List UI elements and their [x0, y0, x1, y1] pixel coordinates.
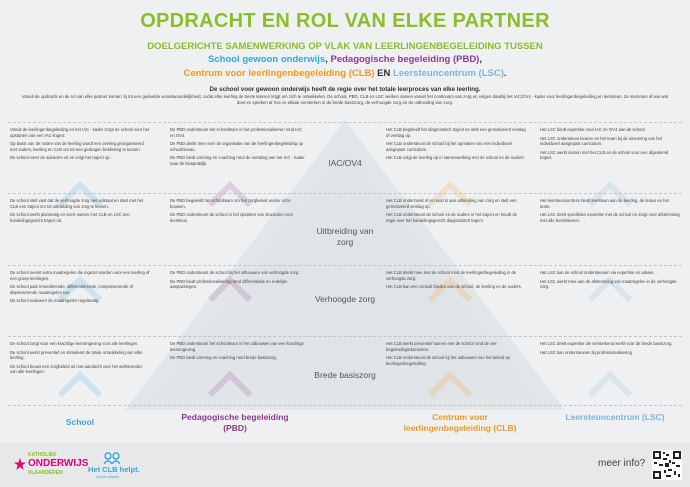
cell-iac-clb — [386, 127, 526, 164]
cell-text: De PBD ondersteunt de school in het opzetten van structuren voor leersteun. — [170, 212, 294, 223]
intro-text: Vanuit de opdracht en de rol van elke partner komen zij tot een gedeelde verantwoordelijkheid, zodat elke leerling de beste kansen krijgt om zich te ontwikkelen. De school, PBD, CLB en LSC werken samen vanuit het continuüm van zorg en volgen daarbij het IAC/OV4 ‑ kader voor leerlingenbegeleiding en leersteun. Ze stemmen af wie wat doet en spreken af hoe ze elkaar versterken in de brede basiszorg, de verhoogde zorg en de uitbreiding van zorg. — [21, 94, 669, 105]
cell-text: Het LSC werkt mee aan de afstemming van maatregelen in de verhoogde zorg. — [540, 278, 677, 290]
cell-text: De PBD biedt vorming en coaching rond de vertaling van het IAC ‑ kader naar de klaspraktijk. — [170, 155, 305, 166]
cell-text: De PBD biedt professionalisering rond differentiatie en redelijke aanpassingen. — [170, 278, 288, 290]
cell-basis-pbd — [170, 341, 305, 364]
column-label-lsc: Leersteuncentrum (LSC) — [565, 412, 665, 422]
cell-text: Het leersteuncentrum biedt leersteun aan de leerling, de leraar en het team. — [540, 198, 669, 209]
cell-text: Het CLB ondersteunt de school en de ouders in het traject en houdt de regie over het handelingsgericht diagnostisch traject. — [386, 212, 518, 223]
cell-uitbreiding-pbd — [170, 198, 305, 226]
clb-people-icon — [102, 452, 126, 464]
cell-text: Het LSC kan ondersteunen bij professionalisering. — [540, 349, 634, 355]
row-divider — [8, 405, 682, 406]
cell-basis-lsc — [540, 341, 680, 358]
partner-separator: , — [479, 54, 482, 65]
qr-code-icon[interactable] — [652, 450, 682, 480]
cell-text: De school neemt extra maatregelen die ingezet worden voor een leerling of een groep leerlingen. — [10, 270, 150, 281]
logo-star-icon — [14, 458, 26, 470]
partners-line-2 — [0, 68, 690, 79]
cell-text: De PBD denkt mee over de organisatie van de leerlingenbegeleiding op schoolniveau. — [170, 141, 303, 152]
partner-separator: EN — [374, 68, 394, 79]
cell-verhoogd-school — [10, 270, 150, 307]
cell-text: Op basis van de noden van de leerling wordt een overleg georganiseerd met ouders, leerling en CLB om tot een gedragen beslissing te komen. — [10, 141, 144, 152]
cell-text: Het CLB ondersteunt de school bij het uitbouwen van het beleid op leerlingenbegeleiding. — [386, 355, 510, 366]
page-title: OPDRACHT EN ROL VAN ELKE PARTNER — [140, 10, 550, 32]
partner-lsc: Leersteuncentrum (LSC) — [393, 68, 504, 79]
cell-iac-school — [10, 127, 150, 164]
katholiek-onderwijs-logo[interactable] — [14, 452, 89, 480]
partner-separator: , — [325, 54, 331, 65]
cell-text: De school stelt vast dat de verhoogde zorg niet volstaat en start met het CLB een traject om tot uitbreiding van zorg te komen. — [10, 198, 144, 209]
cell-text: Het CLB werkt preventief samen met de school rond de vier begeleidingsdomeinen. — [386, 341, 497, 352]
partner-clb: Centrum voor leerlingenbegeleiding (CLB) — [183, 68, 375, 79]
cell-verhoogd-lsc — [540, 270, 680, 293]
row-divider — [8, 265, 682, 266]
level-label-text: Uitbreiding van zorg — [316, 226, 374, 247]
cell-verhoogd-clb — [386, 270, 526, 293]
cell-text: Het CLB kan een consult bieden aan de school, de leerling en de ouders. — [386, 284, 522, 290]
cell-text: Het CLB onderzoekt of er nood is aan uitbreiding van zorg en stelt een gemotiveerd verslag op. — [386, 198, 517, 209]
level-label-uitbreiding — [275, 226, 415, 248]
partner-school: School gewoon onderwijs — [208, 54, 326, 65]
cell-text: Het CLB denkt mee met de school rond de leerlingenbegeleiding in de verhoogde zorg. — [386, 270, 517, 281]
row-divider — [8, 336, 682, 337]
cell-text: Het LSC ondersteunt leraren en het team bij de uitvoering van het individueel aangepast curriculum. — [540, 135, 662, 147]
cell-uitbreiding-school — [10, 198, 150, 226]
intro-heading: De school voor gewoon onderwijs heeft de regie over het totale leerproces van elke leerling. — [209, 86, 481, 93]
cell-text: Het LSC biedt expertise rond IAC en OV4 aan de school. — [540, 127, 646, 132]
cell-text: De school voert de adviezen uit en volgt het traject op. — [10, 155, 111, 161]
cell-basis-clb — [386, 341, 526, 369]
column-label-clb: Centrum voor leerlingenbegeleiding (CLB) — [403, 412, 517, 433]
cell-uitbreiding-lsc — [540, 198, 680, 226]
cell-text: De PBD ondersteunt de school bij het uitbouwen van verhoogde zorg. — [170, 270, 300, 275]
cell-text: De school werkt planmatig en voert samen met CLB en LSC een handelingsgericht traject uit. — [10, 212, 130, 223]
column-label-school: School — [65, 417, 95, 427]
cell-text: Het CLB volgt de leerling op in samenwerking met de school en de ouders. — [386, 155, 525, 161]
clb-logo-subtext: vrij clb netwerk — [96, 475, 120, 479]
cell-text: De PBD ondersteunt het schoolteam in het professionaliseren rond IAC en OV4. — [170, 127, 303, 138]
logo-line-1: KATHOLIEK — [28, 452, 57, 458]
page-subtitle: DOELGERICHTE SAMENWERKING OP VLAK VAN LEERLINGENBEGELEIDING TUSSEN — [147, 41, 543, 52]
cell-text: Het CLB begeleidt het diagnostisch traject en stelt een gemotiveerd verslag of verslag op. — [386, 127, 526, 138]
cell-iac-lsc — [540, 127, 680, 164]
cell-text: Het LSC werkt samen met het CLB en de school voor een afgestemd traject. — [540, 149, 669, 161]
cell-text: Het LSC kan de school ondersteunen via expertise en advies. — [540, 270, 655, 275]
row-divider — [8, 193, 682, 194]
clb-logo[interactable] — [88, 452, 148, 480]
partner-separator: . — [503, 68, 507, 79]
cell-text: De school evalueert de maatregelen regelmatig. — [10, 298, 100, 304]
column-label-pbd: Pedagogische begeleiding (PBD) — [181, 412, 289, 433]
cell-text: Het LSC deelt expertise die versterkend werkt voor de brede basiszorg. — [540, 341, 673, 346]
cell-text: De school bouwt een zorgbeleid uit met aandacht voor het welbevinden van alle leerlingen. — [10, 363, 143, 375]
level-label-verhoogd: Verhoogde zorg — [314, 294, 376, 304]
cell-text: Het CLB ondersteunt de school bij het opmaken van een individueel aangepast curriculum. — [386, 141, 512, 152]
cell-text: Het LSC deelt specifieke expertise met de school en zorgt voor afstemming met alle betrokkenen. — [540, 212, 680, 223]
more-info-label: meer info? — [598, 458, 646, 469]
cell-uitbreiding-clb — [386, 198, 526, 226]
cell-text: De school past remediërende, differentiërende, compenserende of dispenserende maatregelen toe. — [10, 284, 134, 295]
cell-text: Vanuit de leerlingenbegeleiding en het IAC ‑ kader zorgt de school voor het opstarten van een IAC‑traject. — [10, 127, 150, 138]
cell-basis-school — [10, 341, 150, 378]
cell-text: De PBD biedt vorming en coaching rond brede basiszorg. — [170, 355, 277, 361]
logo-line-3: VLAANDEREN — [28, 470, 63, 476]
level-label-basis: Brede basiszorg — [314, 370, 376, 380]
level-label-iac: IAC/OV4 — [328, 158, 362, 168]
cell-text: De PBD begeleidt het schoolteam om het zorgbeleid verder uit te bouwen. — [170, 198, 291, 209]
cell-text: De school zorgt voor een krachtige leeromgeving voor alle leerlingen. — [10, 341, 139, 346]
cell-verhoogd-pbd — [170, 270, 305, 293]
clb-logo-text: Het CLB helpt. — [88, 465, 140, 474]
row-divider — [8, 122, 682, 123]
partner-pbd: Pedagogische begeleiding (PBD) — [330, 54, 480, 65]
logo-line-2: ONDERWIJS — [28, 458, 89, 469]
partners-line-1 — [0, 54, 690, 65]
cell-text: De school werkt preventief en stimuleert de totale ontwikkeling van elke leerling. — [10, 349, 143, 361]
cell-text: De PBD ondersteunt het schoolteam in het uitbouwen van een krachtige leeromgeving. — [170, 341, 304, 352]
